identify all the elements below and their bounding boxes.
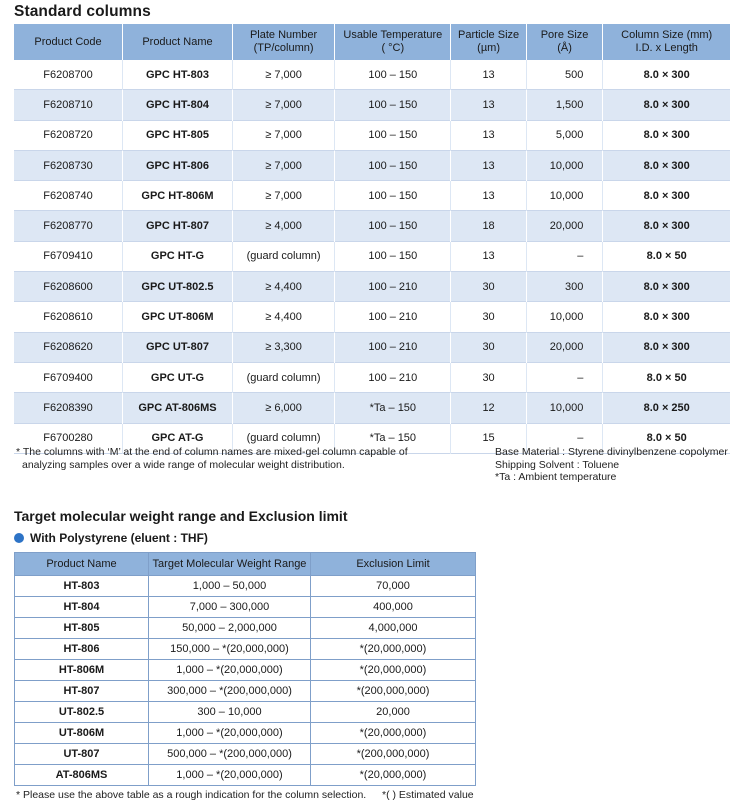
cell-range: 1,000 – *(20,000,000) [149, 765, 311, 786]
cell-code: F6208600 [14, 272, 123, 302]
table-row [14, 120, 730, 150]
cell-pore: – [526, 362, 603, 392]
cell-name: HT-807 [15, 681, 149, 702]
cell-code: F6208740 [14, 181, 123, 211]
cell-size: 8.0 × 300 [603, 272, 730, 302]
cell-pore: 10,000 [526, 302, 603, 332]
cell-name: GPC HT-803 [123, 60, 233, 90]
cell-size: 8.0 × 300 [603, 60, 730, 90]
cell-particle: 13 [451, 181, 526, 211]
cell-temp: 100 – 150 [335, 241, 451, 271]
table-row [14, 150, 730, 180]
subtitle-text: With Polystyrene (eluent : THF) [30, 531, 208, 545]
table-row [14, 90, 730, 120]
table-row [15, 597, 476, 618]
table-row [15, 681, 476, 702]
cell-plate: ≥ 6,000 [232, 393, 334, 423]
cell-name: GPC HT-806M [123, 181, 233, 211]
cell-code: F6208620 [14, 332, 123, 362]
cell-limit: *(200,000,000) [311, 681, 476, 702]
cell-particle: 13 [451, 150, 526, 180]
cell-name: HT-804 [15, 597, 149, 618]
cell-particle: 13 [451, 241, 526, 271]
cell-range: 500,000 – *(200,000,000) [149, 744, 311, 765]
cell-temp: *Ta – 150 [335, 423, 451, 453]
cell-particle: 15 [451, 423, 526, 453]
note-line: * The columns with ‘M’ at the end of column names are mixed-gel column capable of [16, 446, 408, 458]
shipping-solvent-note: Shipping Solvent : Toluene [495, 458, 620, 471]
std-header-cell [526, 24, 603, 60]
cell-name: GPC HT-807 [123, 211, 233, 241]
header-line: Product Code [34, 35, 102, 48]
mw-header-cell: Target Molecular Weight Range [149, 553, 311, 576]
base-material-note: Base Material : Styrene divinylbenzene copolymer [495, 446, 728, 458]
cell-name: GPC UT-807 [123, 332, 233, 362]
cell-range: 1,000 – *(20,000,000) [149, 660, 311, 681]
cell-pore: 500 [526, 60, 603, 90]
cell-temp: 100 – 150 [335, 211, 451, 241]
cell-range: 1,000 – 50,000 [149, 576, 311, 597]
cell-size: 8.0 × 250 [603, 393, 730, 423]
mw-range-title: Target molecular weight range and Exclusion limit [14, 508, 348, 524]
table-row [15, 639, 476, 660]
std-header-cell [451, 24, 526, 60]
cell-name: HT-806 [15, 639, 149, 660]
cell-name: UT-806M [15, 723, 149, 744]
cell-name: HT-803 [15, 576, 149, 597]
cell-name: UT-807 [15, 744, 149, 765]
cell-range: 7,000 – 300,000 [149, 597, 311, 618]
cell-plate: ≥ 7,000 [232, 181, 334, 211]
cell-size: 8.0 × 50 [603, 423, 730, 453]
cell-name: GPC UT-802.5 [123, 272, 233, 302]
cell-size: 8.0 × 300 [603, 150, 730, 180]
cell-name: GPC HT-805 [123, 120, 233, 150]
cell-temp: 100 – 150 [335, 181, 451, 211]
std-header-cell [123, 24, 233, 60]
cell-particle: 13 [451, 90, 526, 120]
table-row [15, 702, 476, 723]
cell-range: 50,000 – 2,000,000 [149, 618, 311, 639]
cell-size: 8.0 × 50 [603, 241, 730, 271]
cell-plate: (guard column) [232, 241, 334, 271]
cell-limit: *(20,000,000) [311, 639, 476, 660]
cell-plate: (guard column) [232, 362, 334, 392]
cell-limit: 70,000 [311, 576, 476, 597]
cell-pore: – [526, 241, 603, 271]
cell-temp: *Ta – 150 [335, 393, 451, 423]
cell-particle: 13 [451, 120, 526, 150]
cell-temp: 100 – 210 [335, 302, 451, 332]
note-line: analyzing samples over a wide range of molecular weight distribution. [22, 458, 345, 471]
cell-particle: 30 [451, 332, 526, 362]
cell-size: 8.0 × 300 [603, 90, 730, 120]
cell-size: 8.0 × 300 [603, 211, 730, 241]
table-row [14, 181, 730, 211]
table-row [14, 393, 730, 423]
cell-particle: 30 [451, 302, 526, 332]
cell-plate: ≥ 7,000 [232, 90, 334, 120]
estimated-value-note: *( ) Estimated value [382, 789, 474, 801]
cell-size: 8.0 × 50 [603, 362, 730, 392]
std-header-cell [335, 24, 451, 60]
polystyrene-subtitle [14, 531, 208, 545]
table-row [14, 362, 730, 392]
cell-code: F6208610 [14, 302, 123, 332]
cell-name: UT-802.5 [15, 702, 149, 723]
cell-range: 150,000 – *(20,000,000) [149, 639, 311, 660]
cell-name: GPC AT-G [123, 423, 233, 453]
cell-pore: 1,500 [526, 90, 603, 120]
mw-range-table [14, 552, 476, 786]
cell-plate: ≥ 4,000 [232, 211, 334, 241]
cell-size: 8.0 × 300 [603, 120, 730, 150]
cell-code: F6709400 [14, 362, 123, 392]
cell-plate: ≥ 7,000 [232, 150, 334, 180]
material-note [495, 446, 728, 484]
cell-code: F6208710 [14, 90, 123, 120]
header-line: (Å) [557, 42, 572, 54]
table-row [15, 576, 476, 597]
table-row [14, 211, 730, 241]
table-row [15, 765, 476, 786]
header-line: Pore Size [540, 29, 589, 41]
cell-plate: ≥ 4,400 [232, 272, 334, 302]
cell-plate: ≥ 7,000 [232, 120, 334, 150]
cell-particle: 30 [451, 272, 526, 302]
table-row [14, 272, 730, 302]
cell-pore: 300 [526, 272, 603, 302]
cell-limit: *(200,000,000) [311, 744, 476, 765]
cell-particle: 13 [451, 60, 526, 90]
table-row [14, 302, 730, 332]
std-header-cell [603, 24, 730, 60]
cell-plate: ≥ 3,300 [232, 332, 334, 362]
cell-code: F6208730 [14, 150, 123, 180]
cell-code: F6208720 [14, 120, 123, 150]
cell-particle: 12 [451, 393, 526, 423]
cell-limit: 400,000 [311, 597, 476, 618]
table-row [15, 660, 476, 681]
cell-name: GPC HT-G [123, 241, 233, 271]
cell-limit: 20,000 [311, 702, 476, 723]
table-row [14, 332, 730, 362]
cell-temp: 100 – 150 [335, 90, 451, 120]
cell-code: F6208390 [14, 393, 123, 423]
cell-temp: 100 – 210 [335, 362, 451, 392]
cell-code: F6208700 [14, 60, 123, 90]
mw-header-cell: Exclusion Limit [311, 553, 476, 576]
cell-range: 300,000 – *(200,000,000) [149, 681, 311, 702]
cell-size: 8.0 × 300 [603, 302, 730, 332]
cell-pore: 10,000 [526, 393, 603, 423]
table-row [14, 241, 730, 271]
bullet-icon [14, 533, 24, 543]
header-line: Plate Number [249, 29, 318, 41]
standard-columns-title: Standard columns [14, 3, 151, 20]
cell-pore: 20,000 [526, 332, 603, 362]
cell-pore: 10,000 [526, 150, 603, 180]
cell-limit: *(20,000,000) [311, 723, 476, 744]
cell-temp: 100 – 150 [335, 120, 451, 150]
cell-range: 1,000 – *(20,000,000) [149, 723, 311, 744]
table-row [14, 60, 730, 90]
cell-name: GPC HT-804 [123, 90, 233, 120]
table-row [15, 618, 476, 639]
cell-pore: 5,000 [526, 120, 603, 150]
table-row [15, 723, 476, 744]
cell-limit: *(20,000,000) [311, 660, 476, 681]
cell-plate: ≥ 4,400 [232, 302, 334, 332]
cell-code: F6709410 [14, 241, 123, 271]
standard-columns-table [14, 24, 730, 454]
header-line: ( °C) [381, 42, 405, 54]
cell-temp: 100 – 150 [335, 150, 451, 180]
std-header-cell [232, 24, 334, 60]
rough-indication-note: * Please use the above table as a rough indication for the column selection. [16, 789, 367, 801]
cell-range: 300 – 10,000 [149, 702, 311, 723]
std-header-cell [14, 24, 123, 60]
cell-limit: *(20,000,000) [311, 765, 476, 786]
cell-particle: 18 [451, 211, 526, 241]
mw-header-cell: Product Name [15, 553, 149, 576]
header-line: (TP/column) [253, 42, 314, 54]
cell-plate: (guard column) [232, 423, 334, 453]
cell-code: F6208770 [14, 211, 123, 241]
cell-name: HT-806M [15, 660, 149, 681]
cell-name: HT-805 [15, 618, 149, 639]
cell-pore: 10,000 [526, 181, 603, 211]
cell-size: 8.0 × 300 [603, 332, 730, 362]
header-line: Particle Size [458, 29, 520, 41]
cell-name: GPC UT-806M [123, 302, 233, 332]
cell-temp: 100 – 150 [335, 60, 451, 90]
header-line: I.D. x Length [635, 42, 698, 54]
header-line: Product Name [142, 35, 213, 48]
cell-pore: 20,000 [526, 211, 603, 241]
cell-name: GPC HT-806 [123, 150, 233, 180]
cell-limit: 4,000,000 [311, 618, 476, 639]
cell-pore: – [526, 423, 603, 453]
table-row [15, 744, 476, 765]
cell-temp: 100 – 210 [335, 332, 451, 362]
ambient-temperature-note: *Ta : Ambient temperature [495, 471, 617, 483]
cell-name: GPC UT-G [123, 362, 233, 392]
header-line: Column Size (mm) [621, 29, 713, 41]
cell-temp: 100 – 210 [335, 272, 451, 302]
cell-name: GPC AT-806MS [123, 393, 233, 423]
cell-particle: 30 [451, 362, 526, 392]
cell-size: 8.0 × 300 [603, 181, 730, 211]
mixed-gel-note [16, 446, 436, 471]
cell-name: AT-806MS [15, 765, 149, 786]
header-line: (µm) [477, 42, 500, 54]
cell-plate: ≥ 7,000 [232, 60, 334, 90]
cell-code: F6700280 [14, 423, 123, 453]
header-line: Usable Temperature [343, 29, 443, 41]
